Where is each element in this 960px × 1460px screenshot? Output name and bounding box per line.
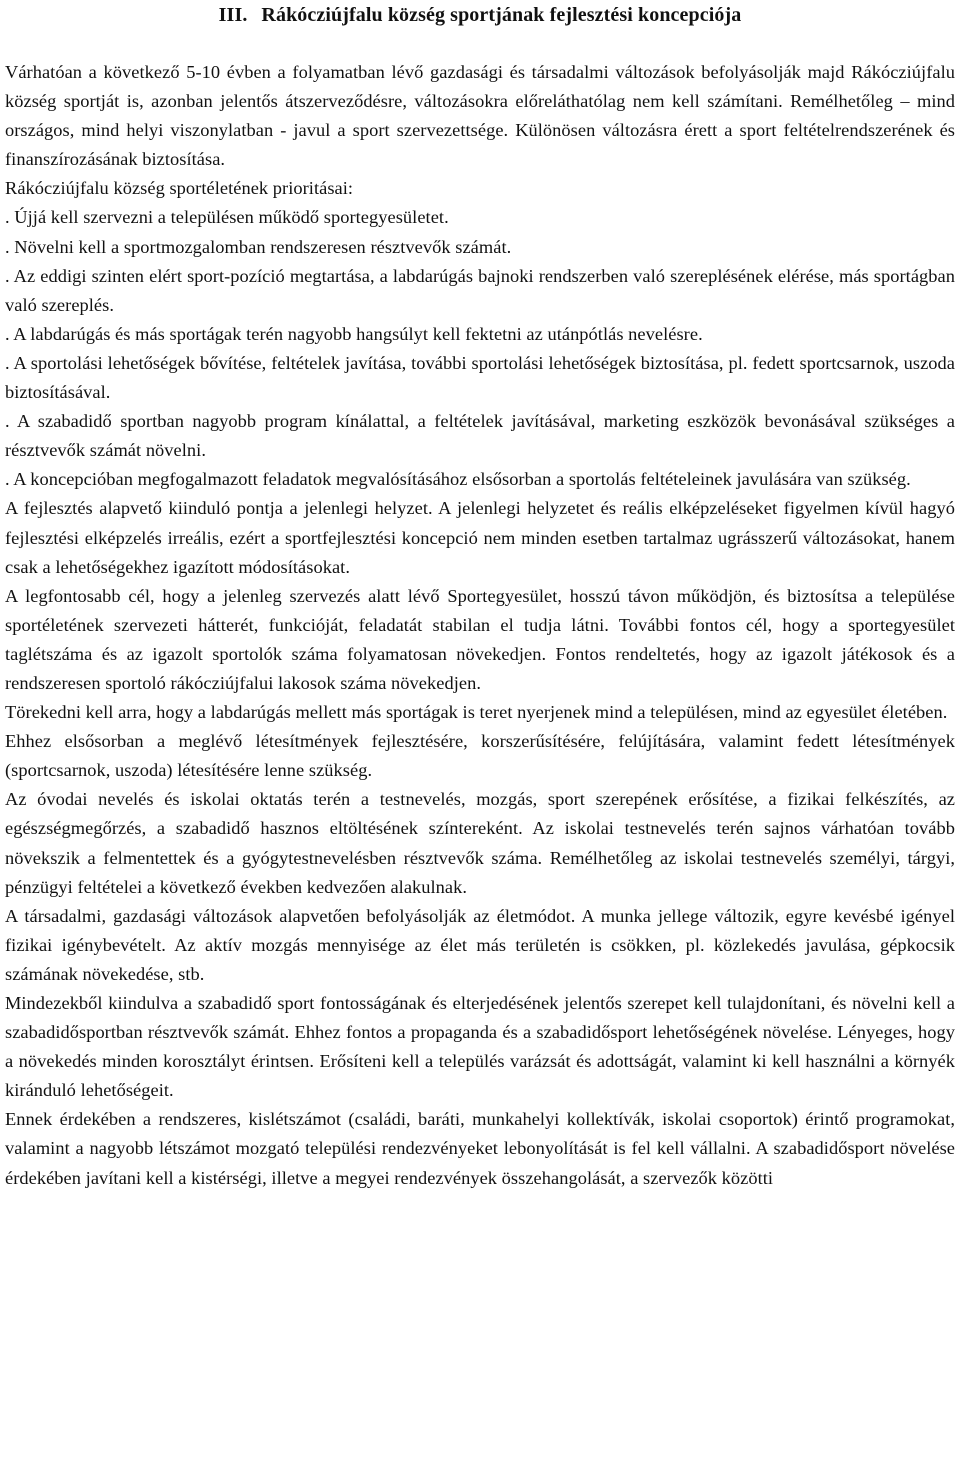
priority-item: . A koncepcióban megfogalmazott feladatok megvalósításához elsősorban a sportolás feltételeinek javulására van szükség. — [5, 469, 911, 490]
priority-item: . Az eddigi szinten elért sport-pozíció megtartása, a labdarúgás bajnoki rendszerben való szereplésének elérése, más sportágban való szereplés. — [5, 265, 955, 315]
paragraph: Ehhez elsősorban a meglévő létesítmények fejlesztésére, korszerűsítésére, felújítására, valamint fedett létesítmények (sportcsarnok, uszoda) létesítésére lenne szükség. — [5, 731, 955, 781]
paragraph: A fejlesztés alapvető kiinduló pontja a jelenlegi helyzet. A jelenlegi helyzetet és reális elképzeléseket figyelmen kívül hagyó fejlesztési elképzelés irreális, ezért a sportfejlesztési koncepció nem minden esetben tartalmaz ugrásszerű változásokat, hanem csak a lehetőségekhez igazított módosításokat. — [5, 498, 955, 577]
priority-item: . A sportolási lehetőségek bővítése, feltételek javítása, további sportolási lehetőségek biztosítása, pl. fedett sportcsarnok, uszoda biztosításával. — [5, 352, 955, 403]
paragraph: Mindezekből kiindulva a szabadidő sport fontosságának és elterjedésének jelentős szerepet kell tulajdonítani, és növelni kell a szabadidősportban résztvevők számát. Ehhez fontos a propaganda és a szabadidősport lehetőségének növelése. Lényeges, hogy a növekedés minden korosztályt érintsen. Erősíteni kell a település varázsát és adottságát, valamint ki kell használni a környék kiránduló lehetőségeit. — [5, 993, 955, 1101]
document-page — [5, 0, 955, 1193]
document-body — [5, 58, 955, 1193]
priority-item: . A labdarúgás és más sportágak terén nagyobb hangsúlyt kell fektetni az utánpótlás nevelésre. — [5, 323, 703, 344]
priority-item: . A szabadidő sportban nagyobb program kínálattal, a feltételek javításával, marketing eszközök bevonásával szükséges a résztvevők számát növelni. — [5, 411, 955, 461]
priorities-heading: Rákócziújfalu község sportéletének prioritásai: — [5, 178, 354, 199]
paragraph: Az óvodai nevelés és iskolai oktatás terén a testnevelés, mozgás, sport szerepének erősítése, a fizikai felkészítés, az egészségmegőrzés, a szabadidő hasznos eltöltésének színtereként. Az iskolai testnevelés terén sajnos várhatóan tovább növekszik a felmentettek és a gyógytestnevelésben résztvevők száma. Remélhetőleg az iskolai testnevelés személyi, tárgyi, pénzügyi feltételei a következő években kedvezően alakulnak. — [5, 789, 955, 897]
section-heading — [5, 0, 955, 32]
section-number: III. — [218, 4, 248, 26]
paragraph: A társadalmi, gazdasági változások alapvetően befolyásolják az életmódot. A munka jellege változik, egyre kevésbé igényel fizikai igénybevételt. Az aktív mozgás mennyisége az élet más területén is csökken, pl. közlekedés javulása, gépkocsik számának növekedése, stb. — [5, 905, 955, 984]
paragraph: A legfontosabb cél, hogy a jelenleg szervezés alatt lévő Sportegyesület, hosszú távon működjön, és biztosítsa a települése sportéletének szervezeti hátterét, funkcióját, feladatát stabilan el tudja látni. További fontos cél, hogy a sportegyesület taglétszáma és az igazolt sportolók száma folyamatosan növekedjen. Fontos rendeltetés, hogy az igazolt játékosok és a rendszeresen sportoló rákócziújfalui lakosok száma növekedjen. — [5, 585, 955, 693]
paragraph-intro: Várhatóan a következő 5-10 évben a folyamatban lévő gazdasági és társadalmi változások befolyásolják majd Rákócziújfalu község sportját is, azonban jelentős átszerveződésre, változásokra előreláthatólag nem kell számítani. Remélhetőleg – mind országos, mind helyi viszonylatban - javul a sport szervezettsége. Különösen változásra érett a sport feltételrendszerének és finanszírozásának biztosítása. — [5, 62, 955, 170]
priority-item: . Növelni kell a sportmozgalomban rendszeresen résztvevők számát. — [5, 236, 512, 257]
priority-item: . Újjá kell szervezni a településen működő sportegyesületet. — [5, 207, 449, 228]
paragraph: Ennek érdekében a rendszeres, kislétszámot (családi, baráti, munkahelyi kollektívák, iskolai csoportok) érintő programokat, valamint a nagyobb létszámot mozgató települési rendezvényeket lebonyolítását is fel kell vállalni. A szabadidősport növelése érdekében javítani kell a kistérségi, illetve a megyei rendezvények összehangolását, a szervezők közötti — [5, 1109, 955, 1188]
section-title: Rákócziújfalu község sportjának fejlesztési koncepciója — [261, 4, 742, 26]
paragraph: Törekedni kell arra, hogy a labdarúgás mellett más sportágak is teret nyerjenek mind a településen, mind az egyesület életében. — [5, 702, 948, 723]
